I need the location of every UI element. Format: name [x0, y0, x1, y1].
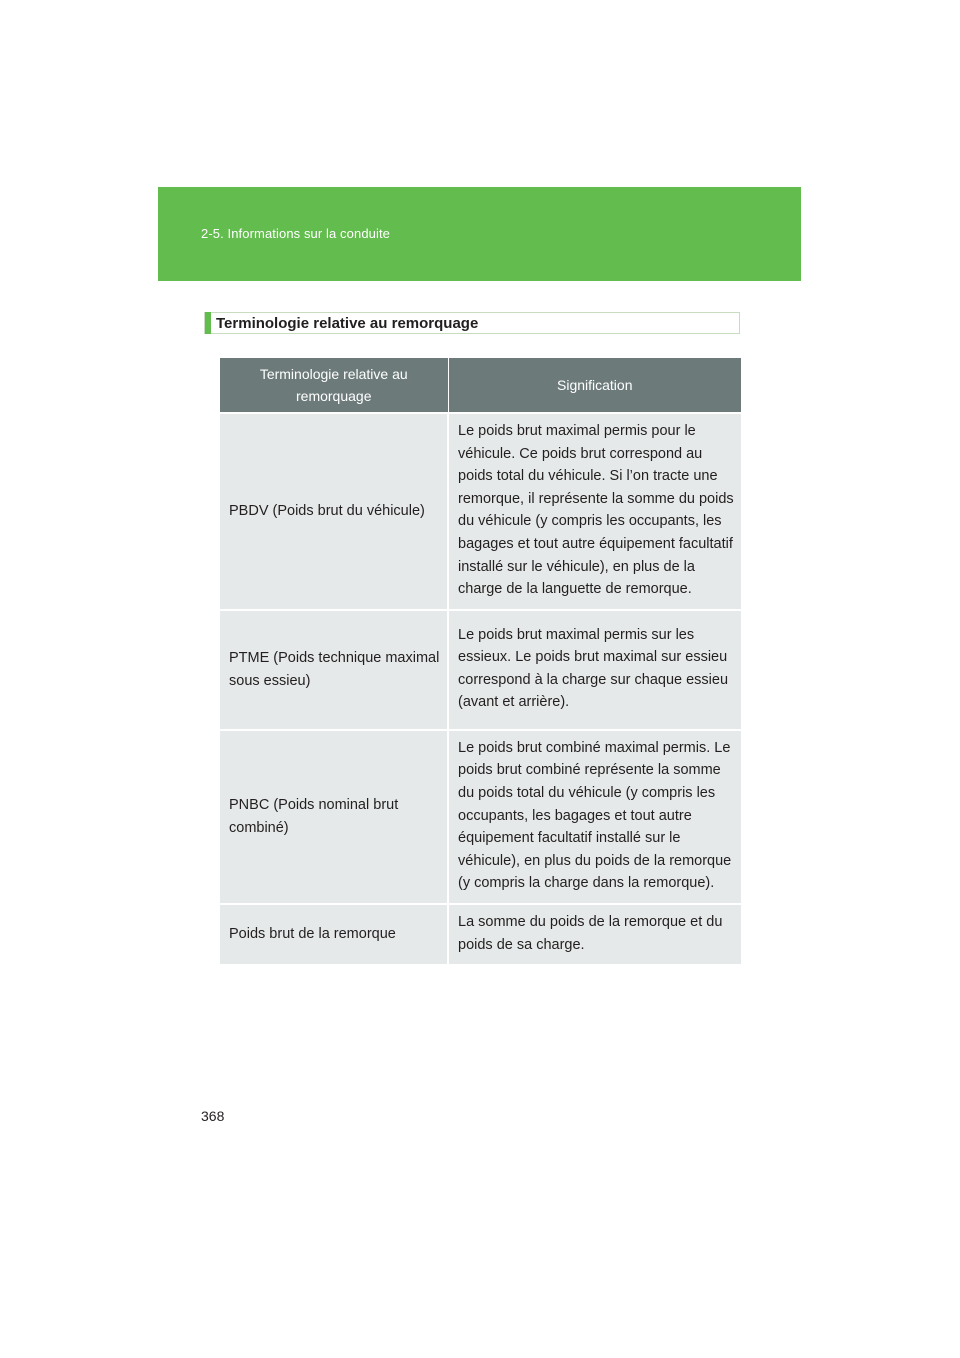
section-title: Terminologie relative au remorquage: [216, 315, 479, 332]
page-number: 368: [201, 1108, 225, 1124]
column-header-term: Terminologie relative au remorquage: [220, 358, 448, 413]
table-row: [220, 904, 741, 964]
towing-terminology-table: [220, 358, 741, 964]
meaning-cell: La somme du poids de la remorque et du poids de sa charge.: [448, 904, 741, 964]
table-row: [220, 413, 741, 610]
section-title-accent-bar: [205, 312, 211, 334]
column-header-meaning: Signification: [448, 358, 741, 413]
meaning-cell: Le poids brut combiné maximal permis. Le poids brut combiné représente la somme du poids total du véhicule (y compris les occupants, les bagages et tout autre équipement facultatif installé sur le véhicule), en plus du poids de la remorque (y compris la charge dans la remorque).: [448, 730, 741, 904]
table-row: [220, 610, 741, 730]
term-cell: PTME (Poids technique maximal sous essieu): [220, 610, 448, 730]
term-cell: PNBC (Poids nominal brut combiné): [220, 730, 448, 904]
section-title-box: [204, 312, 740, 334]
term-cell: PBDV (Poids brut du véhicule): [220, 413, 448, 610]
meaning-cell: Le poids brut maximal permis sur les essieux. Le poids brut maximal sur essieu correspond à la charge sur chaque essieu (avant et arrière).: [448, 610, 741, 730]
chapter-section-label: 2-5. Informations sur la conduite: [201, 226, 391, 241]
term-cell: Poids brut de la remorque: [220, 904, 448, 964]
chapter-header-band: [158, 187, 801, 281]
meaning-cell: Le poids brut maximal permis pour le véhicule. Ce poids brut correspond au poids total du véhicule. Si l’on tracte une remorque, il représente la somme du poids du véhicule (y compris les occupants, les bagages et tout autre équipement facultatif installé sur le véhicule), en plus de la charge de la languette de remorque.: [448, 413, 741, 610]
table-header-row: [220, 358, 741, 413]
table-row: [220, 730, 741, 904]
